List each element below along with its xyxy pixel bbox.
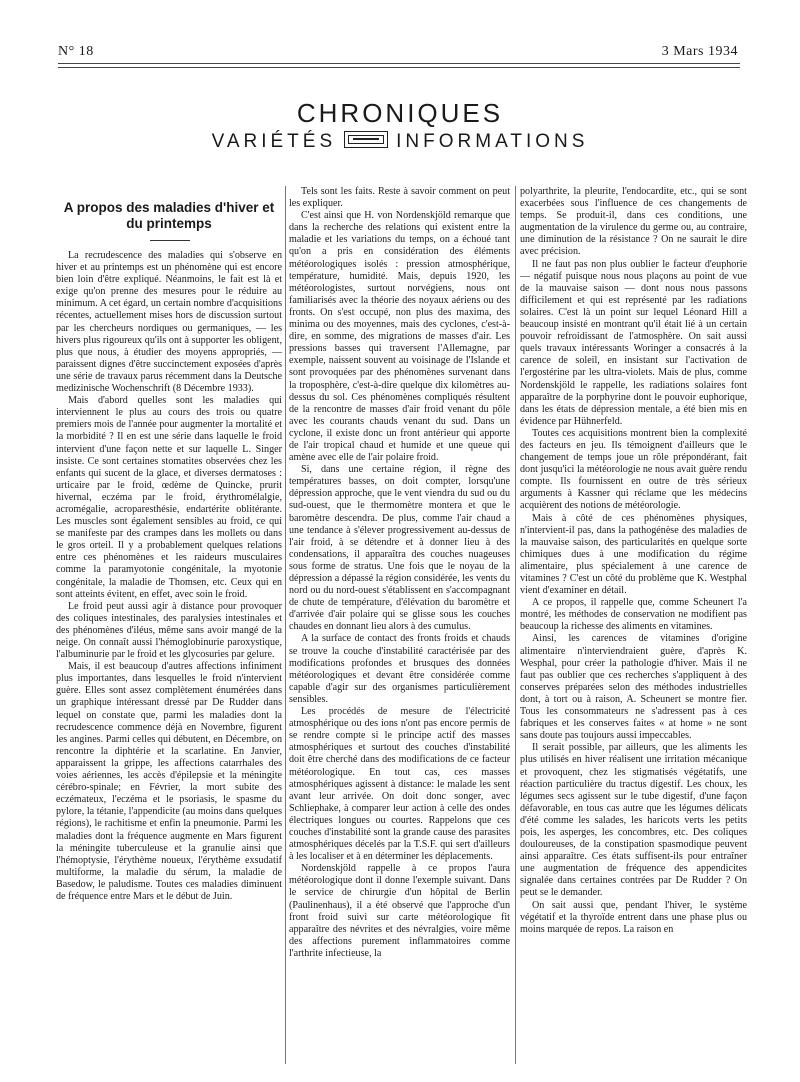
paragraph: La recrudescence des maladies qui s'observe en hiver et au printemps est un phénomène qui est encore bien loin d'être expliqué. Néanmoins, le fait est là et exige qu'on prenne des mesures pour le réduire au minimum. A cet égard, un certain nombre d'acquisitions récentes, actuellement mises hors de discussion surtout par les chercheurs nordiques ou germaniques, — les hivers plus rigoureux qu'ils ont à supporter les obligent, plus que nous, à étudier des moyens appropriés, — paraissent dignes d'être succinctement exposées d'après une série de travaux parus récemment dans la Deutsche medizinische Wochenschrift (8 Décembre 1933). — [56, 250, 282, 395]
paragraph: Il ne faut pas non plus oublier le facteur d'euphorie — négatif puisque nous nous plaçons au point de vue de la mauvaise saison — dont nous nous passons difficilement et qui est représenté par les radiations solaires. C'est là un point sur lequel Léonard Hill a beaucoup insisté en montrant qu'il était lié à un certain pouvoir refroidissant de l'atmosphère. On sait aussi quels travaux intéressants Woringer a consacrés à la carence de soleil, en insistant sur l'activation de l'ergostérine par les ultra-violets. Mais de plus, comme Nordenskjöld le rappelle, les radiations solaires font apparaître de la porphyrine dont le pouvoir euphorique, dans les états de dépression mentale, a été bien mis en évidence par Hühnerfeld. — [520, 258, 747, 427]
paragraph: Le froid peut aussi agir à distance pour provoquer des coliques intestinales, des paralysies intestinales et des phénomènes d'iléus, même sans avoir mangé de la neige. On connaît aussi l'hémoglobinurie paroxystique, l'albuminurie par le froid et les glycosuries par gelure. — [56, 600, 282, 661]
paragraph: A la surface de contact des fronts froids et chauds se trouve la couche d'instabilité caractérisée par des modifications profondes et brusques des données météorologiques et devant être considérée comme capable d'agir sur des organismes particulièrement sensibles. — [289, 633, 510, 705]
paragraph: On sait aussi que, pendant l'hiver, le système végétatif et la thyroïde entrent dans une phase plus ou moins marquée de repos. La raison en — [520, 899, 747, 935]
column-divider — [515, 186, 516, 1064]
header-rule — [58, 63, 740, 64]
paragraph: Si, dans une certaine région, il règne des températures basses, on doit compter, lorsqu'une dépression approche, que le vent viendra du sud ou du sud-ouest, que le thermomètre montera et que le baromètre descendra. De plus, comme l'air chaud a une tendance à s'élever progressivement au-dessus de l'air froid, à se détendre et à donner lieu à des condensations, il apparaîtra des couches nuageuses sous forme de stratus. Une fois que le noyau de la dépression a dépassé la région considérée, les vents du nord ou du nord-ouest s'établissent en s'accompagnant de chute de température, d'élévation du baromètre et d'arrivée d'air polaire qui se glisse sous les couches chaudes en donnant lieu alors à des cumulus. — [289, 464, 510, 633]
column-divider — [285, 186, 286, 1064]
paragraph: Il serait possible, par ailleurs, que les aliments les plus utilisés en hiver réalisent une irritation mécanique et provoquent, chez les stigmatisés végétatifs, une réaction particulière du tractus digestif. Les choux, les légumes secs agissent sur le tube digestif, d'une façon défavorable, en tous cas autre que les légumes délicats d'été comme les salades, les haricots verts les petits pois, les asperges, les concombres, etc. Des coliques douloureuses, de la constipation spasmodique peuvent ainsi apparaître. Ces états suffisent-ils pour entraîner une augmentation de fréquence des appendicites signalée dans certaines contrées par De Rudder ? On peut se le demander. — [520, 742, 747, 899]
paragraph: Mais d'abord quelles sont les maladies qui interviennent le plus au cours des trois ou quatre premiers mois de l'année pour augmenter la mortalité et la morbidité ? Il en est une série dans laquelle le froid intervient d'une façon nette et sur laquelle L. Singer insiste. Ce sont certaines stomatites observées chez les enfants qui sucent de la glace, et diverses dermatoses : urticaire par le froid, œdème de Quincke, prurit hivernal, eczéma par le froid, érythromélalgie, acromégalie, acroparesthésie, endartérite oblitérante. Les muscles sont également sensibles au froid, ce qui se manifeste par des crampes dans les mollets ou dans le gros orteil. Il y a probablement quelques relations entre ces phénomènes et les raideurs musculaires comme la paramyotonie congénitale, la myotonie congénitale, la maladie de Thomsen, etc. Ceux qui en sont atteints évitent, en effet, avec soin le froid. — [56, 395, 282, 600]
article-title: A propos des maladies d'hiver et du printemps — [63, 200, 275, 231]
paragraph: Mais, il est beaucoup d'autres affections infiniment plus importantes, dans lesquelles le froid n'intervient guère. Elles sont assez complètement énumérées dans un graphique intéressant dressé par De Rudder dans lequel on constate que, parmi les maladies dont la recrudescence commence déjà en Novembre, figurent les angines. Parmi celles qui débutent, en Décembre, on rencontre la diphtérie et la scarlatine. En Janvier, apparaissent la grippe, les affections catarrhales des voies aériennes, les accès d'épilepsie et la méningite cérébro-spinale; en Février, la mort subite des eczémateux, l'eczéma et le psoriasis, le spasme du pylore, la tétanie, l'appendicite (au moins dans quelques régions), le rachitisme et enfin la pneumonie. Parmi les maladies dont la fréquence augmente en Mars figurent la méningite tuberculeuse et la granulie ainsi que l'hémoptysie, l'érythème noueux, l'érythème exsudatif multiforme, la maladie du sérum, la maladie de Basedow, le paludisme. Toutes ces maladies diminuent de fréquence entre Mars et le début de Juin. — [56, 661, 282, 902]
paragraph: Nordenskjöld rappelle à ce propos l'aura météorologique dont il donne l'exemple suivant. Dans le service de chirurgie d'un hôpital de Berlin (Paulinenhaus), il a été observé que l'approche d'un front froid suivi sur carte météorologique fit apparaître des névrites et des névralgies, voire même des affections purement inflammatoires comme l'arthrite infectieuse, la — [289, 863, 510, 959]
issue-number: N° 18 — [58, 44, 94, 59]
paragraph: C'est ainsi que H. von Nordenskjöld remarque que dans la recherche des relations qui existent entre la maladie et les variations du temps, on a échoué tant qu'on a pris en considération des éléments météorologiques isolés : pression atmosphérique, température, humidité. Mais, depuis 1920, les météorologistes, surtout norvégiens, nous ont familiarisés avec la théorie des noyaux aériens ou des fronts. On s'est occupé, non plus des maxima, des minima ou des moyennes, mais des cyclones, c'est-à-dire, en somme, des migrations de masses d'air. Les pressions basses qui traversent l'Allemagne, par exemple, naissent souvent au voisinage de l'Islande et sont provoquées par des phénomènes survenant dans la troposphère, c'est-à-dire quelque dix kilomètres au-dessus du sol. Ces phénomènes compliqués résultent de la rencontre de masses d'air froid venant du pôle avec les courants chauds venant du sud. Dans un cyclone, il existe donc un front antérieur qui apporte de l'air tropical chaud et humide et une queue qui amène avec elle de l'air polaire froid. — [289, 210, 510, 464]
header-rule-double — [58, 67, 740, 68]
paragraph: polyarthrite, la pleurite, l'endocardite, etc., qui se sont exacerbées sous l'influence de ces changements de temps. Se produit-il, dans ces conditions, une augmentation de la virulence du germe ou, au contraire, une diminution de la résistance ? On ne saurait le dire avec précision. — [520, 186, 747, 258]
title-underline — [150, 240, 190, 241]
paragraph: Ainsi, les carences de vitamines d'origine alimentaire n'interviendraient guère, d'après K. Wesphal, pour créer la pathologie d'hiver. Mais il ne faut pas oublier que ces recherches s'appliquent à des conserves préparées selon des méthodes industrielles dont, à tort ou à raison, A. Scheunert se montre fier. Tous les consommateurs ne s'adressent pas à ces fabriques et les conserves faites « at home » ne sont sans doute pas toujours aussi impeccables. — [520, 633, 747, 742]
paragraph: A ce propos, il rappelle que, comme Scheunert l'a montré, les méthodes de conservation ne modifient pas beaucoup la richesse des aliments en vitamines. — [520, 597, 747, 633]
article-column-1 — [56, 250, 282, 903]
paragraph: Tels sont les faits. Reste à savoir comment on peut les expliquer. — [289, 186, 510, 210]
issue-date: 3 Mars 1934 — [661, 44, 738, 59]
subtitle-right: INFORMATIONS — [396, 131, 589, 152]
masthead-subtitle — [0, 131, 800, 153]
paragraph: Les procédés de mesure de l'électricité atmosphérique ou des ions n'ont pas encore permis de se rendre compte si le principe actif des masses atmosphériques et surtout des couches d'instabilité doit être cherché dans des modifications de ce facteur météorologique. En tout cas, ces masses atmosphériques agissent à distance: le malade les sent avant leur arrivée. On doit donc songer, avec Schliephake, à comparer leur action à celle des ondes électriques longues ou courtes. Rappelons que ces couches d'instabilité sont la grande cause des parasites atmosphériques décelés par la T.S.F. qui sert d'ailleurs à les localiser et à en déterminer les déplacements. — [289, 706, 510, 863]
emblem-icon — [344, 131, 388, 148]
paragraph: Mais à côté de ces phénomènes physiques, n'intervient-il pas, dans la pathogénèse des maladies de la mauvaise saison, des particularités en quelque sorte chimiques dues à une modification du régime alimentaire, plus spécialement à une carence de vitamines ? C'est un côté du problème que K. Westphal vient d'examiner en détail. — [520, 512, 747, 597]
article-column-2 — [289, 186, 510, 960]
paragraph: Toutes ces acquisitions montrent bien la complexité des facteurs en jeu. Ils témoignent d'ailleurs que le changement de temps joue un rôle prépondérant, fait dont jusqu'ici la météorologie ne nous avait guère rendu compte. Ils fournissent en outre de très sérieux arguments à Kassner qui réclame que les médecins acquièrent des notions de météorologie. — [520, 427, 747, 512]
subtitle-left: VARIÉTÉS — [211, 131, 337, 152]
article-column-3 — [520, 186, 747, 936]
masthead-title: CHRONIQUES — [296, 98, 504, 128]
